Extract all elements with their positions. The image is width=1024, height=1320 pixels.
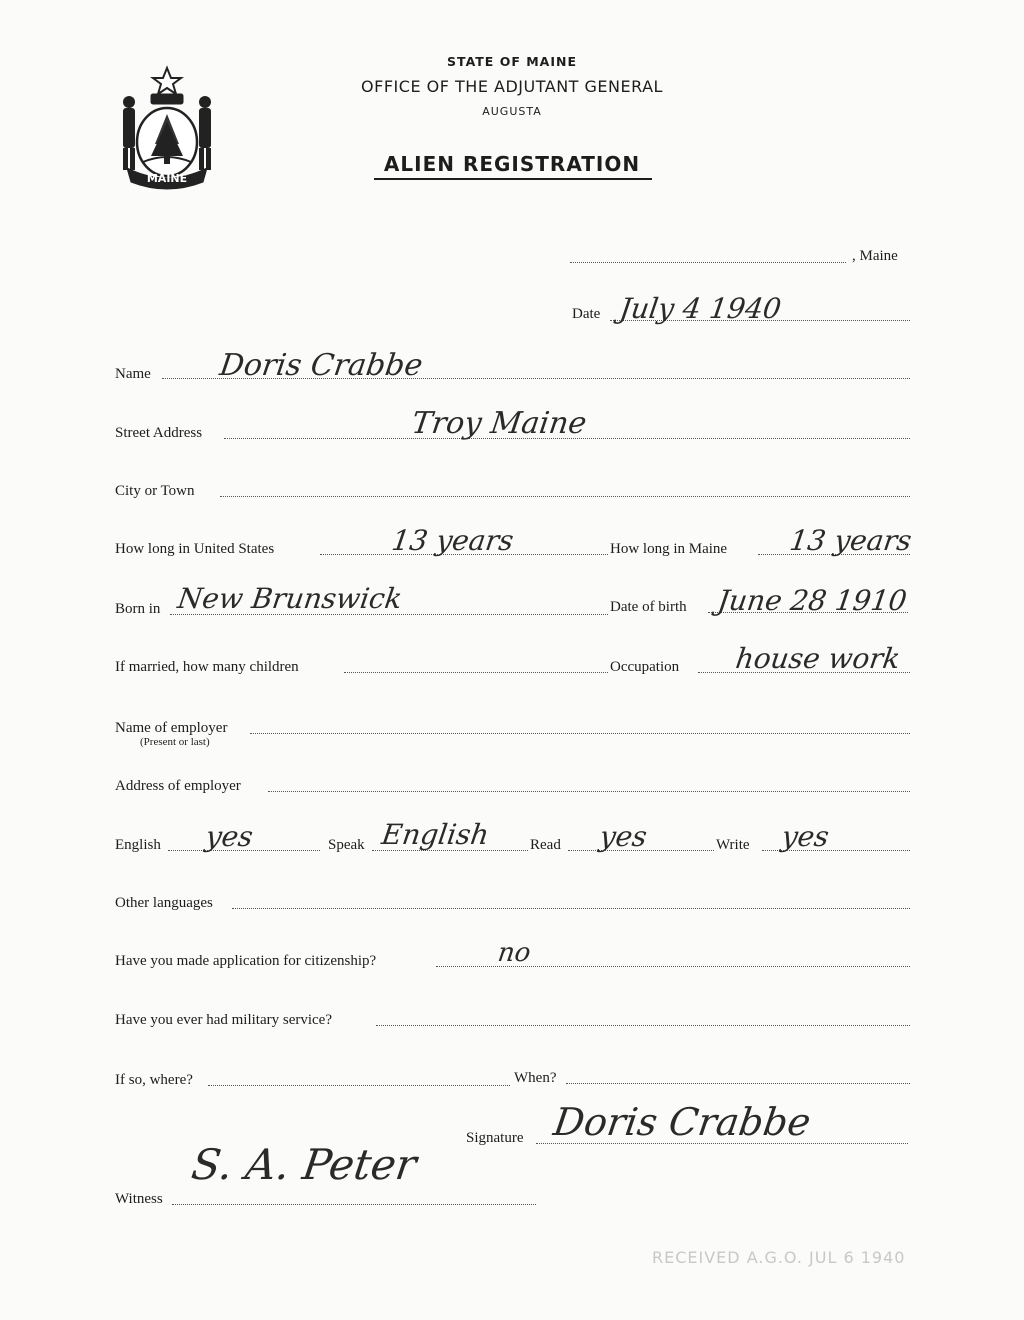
city-line[interactable] (220, 496, 910, 497)
children-label: If married, how many children (115, 659, 299, 675)
svg-text:MAINE: MAINE (146, 172, 188, 185)
town-line[interactable] (570, 262, 846, 263)
city-label: City or Town (115, 483, 195, 499)
date-value: July 4 1940 (617, 292, 784, 325)
children-line[interactable] (344, 672, 608, 673)
occupation-value: house work (733, 642, 903, 675)
read-label: Read (530, 837, 561, 853)
form-title: ALIEN REGISTRATION (383, 152, 641, 176)
born-in-value: New Brunswick (175, 582, 405, 615)
military-line[interactable] (376, 1025, 910, 1026)
date-of-birth-label: Date of birth (610, 599, 687, 615)
signature-label: Signature (466, 1130, 524, 1146)
title-underline (374, 178, 652, 180)
witness-label: Witness (115, 1191, 163, 1207)
employer-label: Name of employer (115, 720, 228, 736)
how-long-maine-label: How long in Maine (610, 541, 728, 557)
received-stamp: RECEIVED A.G.O. JUL 6 1940 (652, 1248, 906, 1267)
citizenship-value: no (495, 938, 533, 968)
write-value: yes (779, 820, 832, 853)
state-seal-icon (113, 64, 221, 192)
citizenship-label: Have you made application for citizenship? (115, 953, 377, 969)
speak-label: Speak (328, 837, 365, 853)
other-languages-line[interactable] (232, 908, 910, 909)
speak-value: English (379, 818, 492, 851)
when-label: When? (514, 1070, 557, 1086)
witness-line[interactable] (172, 1204, 536, 1205)
born-in-label: Born in (115, 601, 161, 617)
military-label: Have you ever had military service? (115, 1012, 332, 1028)
where-label: If so, where? (115, 1072, 193, 1088)
how-long-us-label: How long in United States (115, 541, 275, 557)
header-state: STATE OF MAINE (447, 54, 577, 69)
other-languages-label: Other languages (115, 895, 213, 911)
maine-label: , Maine (852, 248, 898, 264)
name-label: Name (115, 366, 151, 382)
employer-address-line[interactable] (268, 791, 910, 792)
date-of-birth-value: June 28 1910 (715, 584, 909, 617)
date-label: Date (572, 306, 601, 322)
witness-value: S. A. Peter (188, 1140, 420, 1189)
signature-value: Doris Crabbe (550, 1100, 814, 1144)
how-long-us-value: 13 years (389, 524, 516, 557)
occupation-label: Occupation (610, 659, 680, 675)
employer-address-label: Address of employer (115, 778, 241, 794)
street-address-label: Street Address (115, 425, 203, 441)
where-line[interactable] (208, 1085, 510, 1086)
header-city: AUGUSTA (482, 105, 542, 118)
english-label: English (115, 837, 161, 853)
read-value: yes (597, 820, 650, 853)
street-address-value: Troy Maine (409, 406, 589, 441)
when-line[interactable] (566, 1083, 910, 1084)
header-office: OFFICE OF THE ADJUTANT GENERAL (361, 77, 663, 96)
employer-line[interactable] (250, 733, 910, 734)
english-value: yes (203, 820, 256, 853)
write-label: Write (716, 837, 750, 853)
employer-note: (Present or last) (140, 736, 210, 748)
name-value: Doris Crabbe (217, 348, 425, 383)
how-long-maine-value: 13 years (787, 524, 914, 557)
